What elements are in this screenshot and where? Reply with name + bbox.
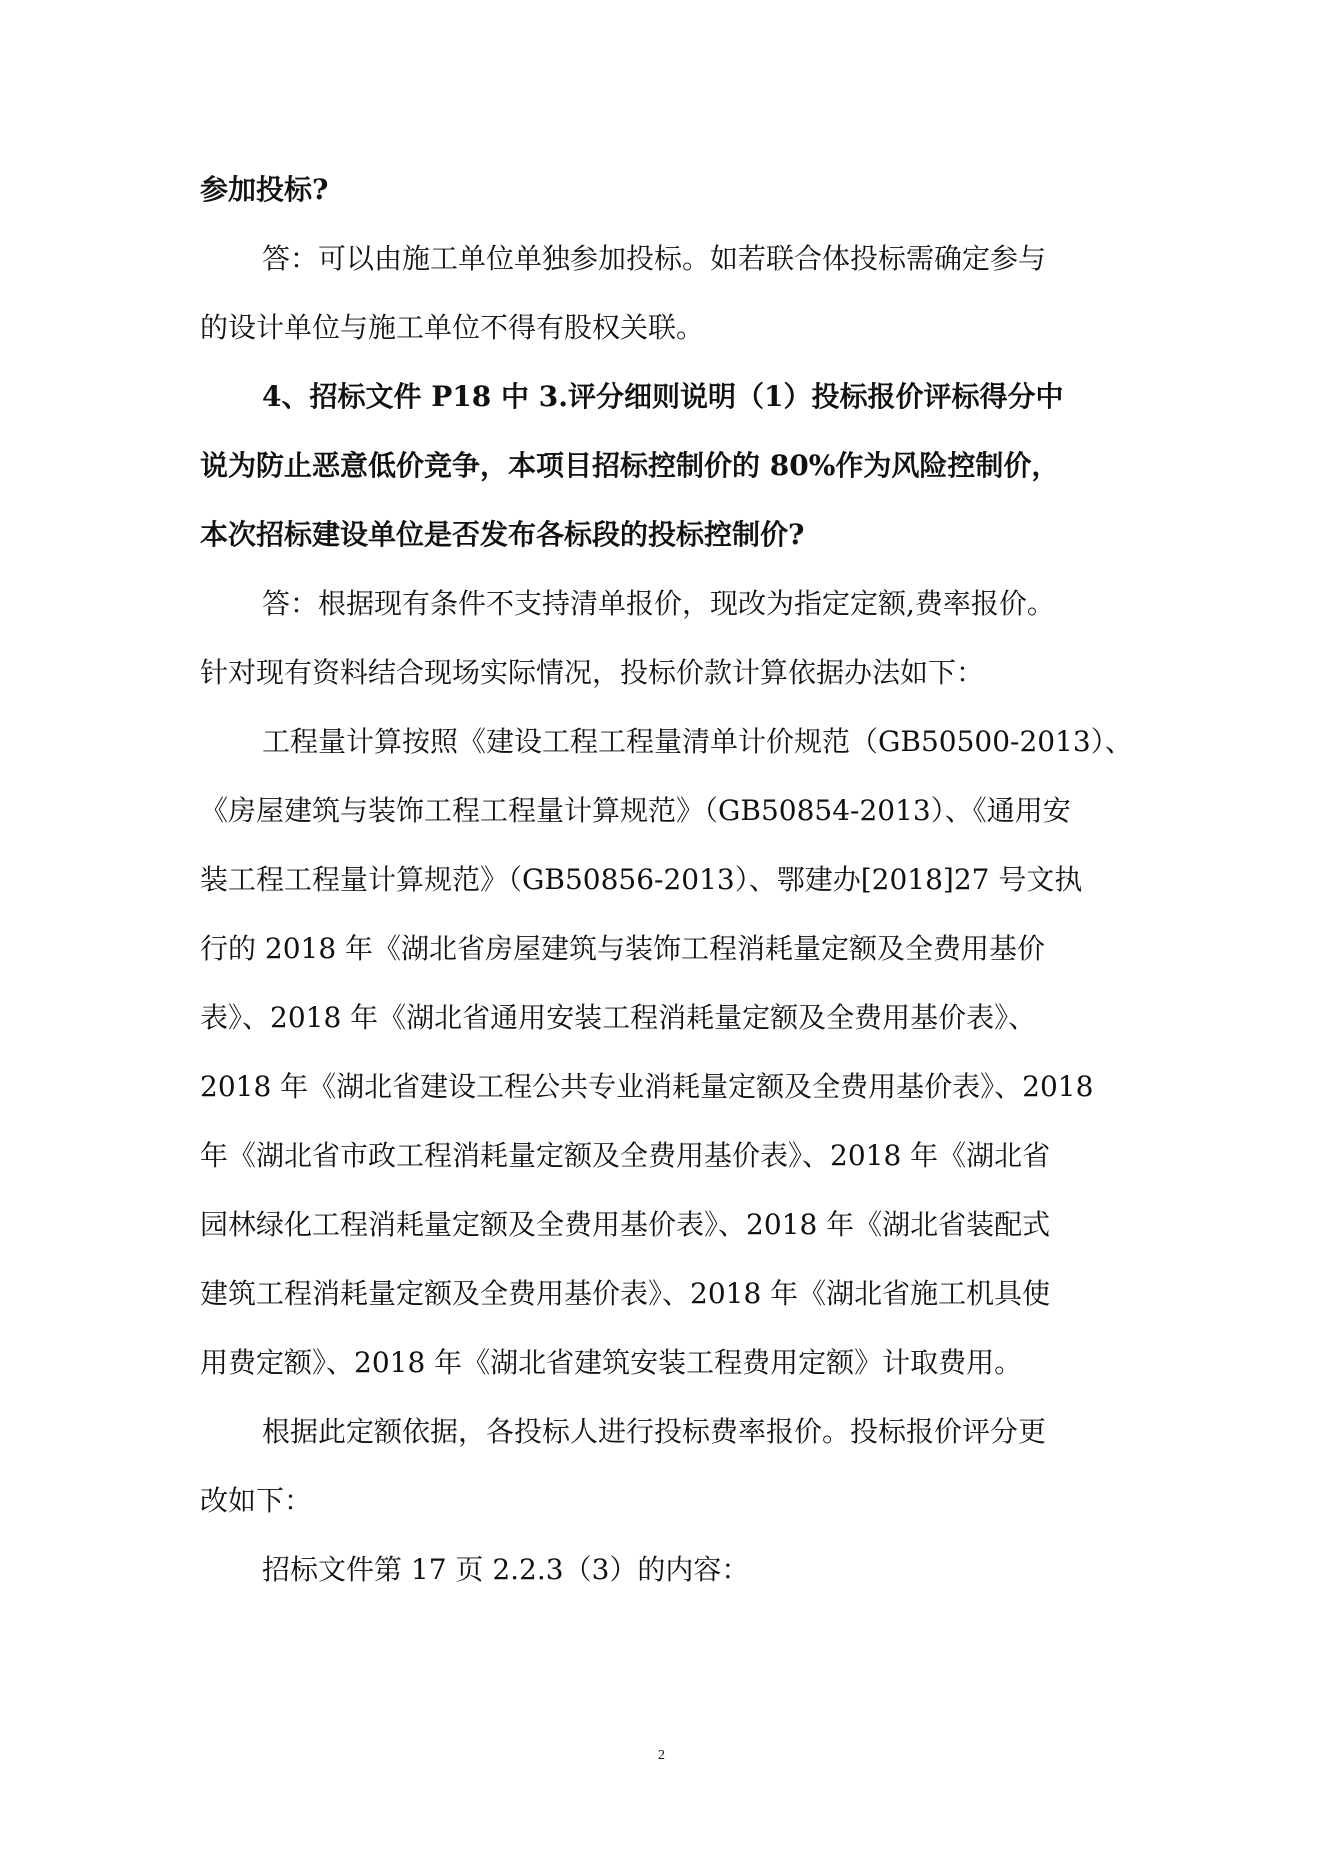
document-body [200,170,1135,1619]
text-line-6: 本次招标建设单位是否发布各标段的投标控制价? [200,518,805,551]
text-line-10: 《房屋建筑与装饰工程工程量计算规范》（GB50854-2013）、《通用安 [200,794,1071,827]
text-line-9: 工程量计算按照《建设工程工程量清单计价规范（GB50500-2013）、 [262,725,1133,758]
text-line-14: 2018 年《湖北省建设工程公共专业消耗量定额及全费用基价表》、2018 [200,1070,1094,1103]
text-line-12: 行的 2018 年《湖北省房屋建筑与装饰工程消耗量定额及全费用基价 [200,932,1046,965]
text-line-21: 招标文件第 17 页 2.2.3（3）的内容： [262,1553,750,1586]
text-line-20: 改如下： [200,1484,313,1517]
text-line-16: 园林绿化工程消耗量定额及全费用基价表》、2018 年《湖北省装配式 [200,1208,1051,1241]
text-line-13: 表》、2018 年《湖北省通用安装工程消耗量定额及全费用基价表》、 [200,1001,1037,1034]
text-line-19: 根据此定额依据，各投标人进行投标费率报价。投标报价评分更 [262,1415,1047,1448]
text-line-5: 说为防止恶意低价竞争，本项目招标控制价的 80%作为风险控制价， [200,449,1060,482]
text-line-17: 建筑工程消耗量定额及全费用基价表》、2018 年《湖北省施工机具使 [200,1277,1051,1310]
text-line-1: 参加投标? [200,173,329,206]
text-line-15: 年《湖北省市政工程消耗量定额及全费用基价表》、2018 年《湖北省 [200,1139,1051,1172]
text-line-4: 4、招标文件 P18 中 3.评分细则说明（1）投标报价评标得分中 [262,380,1064,413]
text-line-11: 装工程工程量计算规范》（GB50856-2013）、鄂建办[2018]27 号文执 [200,863,1083,896]
text-line-18: 用费定额》、2018 年《湖北省建筑安装工程费用定额》计取费用。 [200,1346,1023,1379]
text-line-7: 答：根据现有条件不支持清单报价，现改为指定定额,费率报价。 [262,587,1055,620]
text-line-2: 答：可以由施工单位单独参加投标。如若联合体投标需确定参与 [262,242,1047,275]
text-line-3: 的设计单位与施工单位不得有股权关联。 [200,311,705,344]
text-line-8: 针对现有资料结合现场实际情况，投标价款计算依据办法如下： [200,656,985,689]
page-number: 2 [658,1748,665,1763]
